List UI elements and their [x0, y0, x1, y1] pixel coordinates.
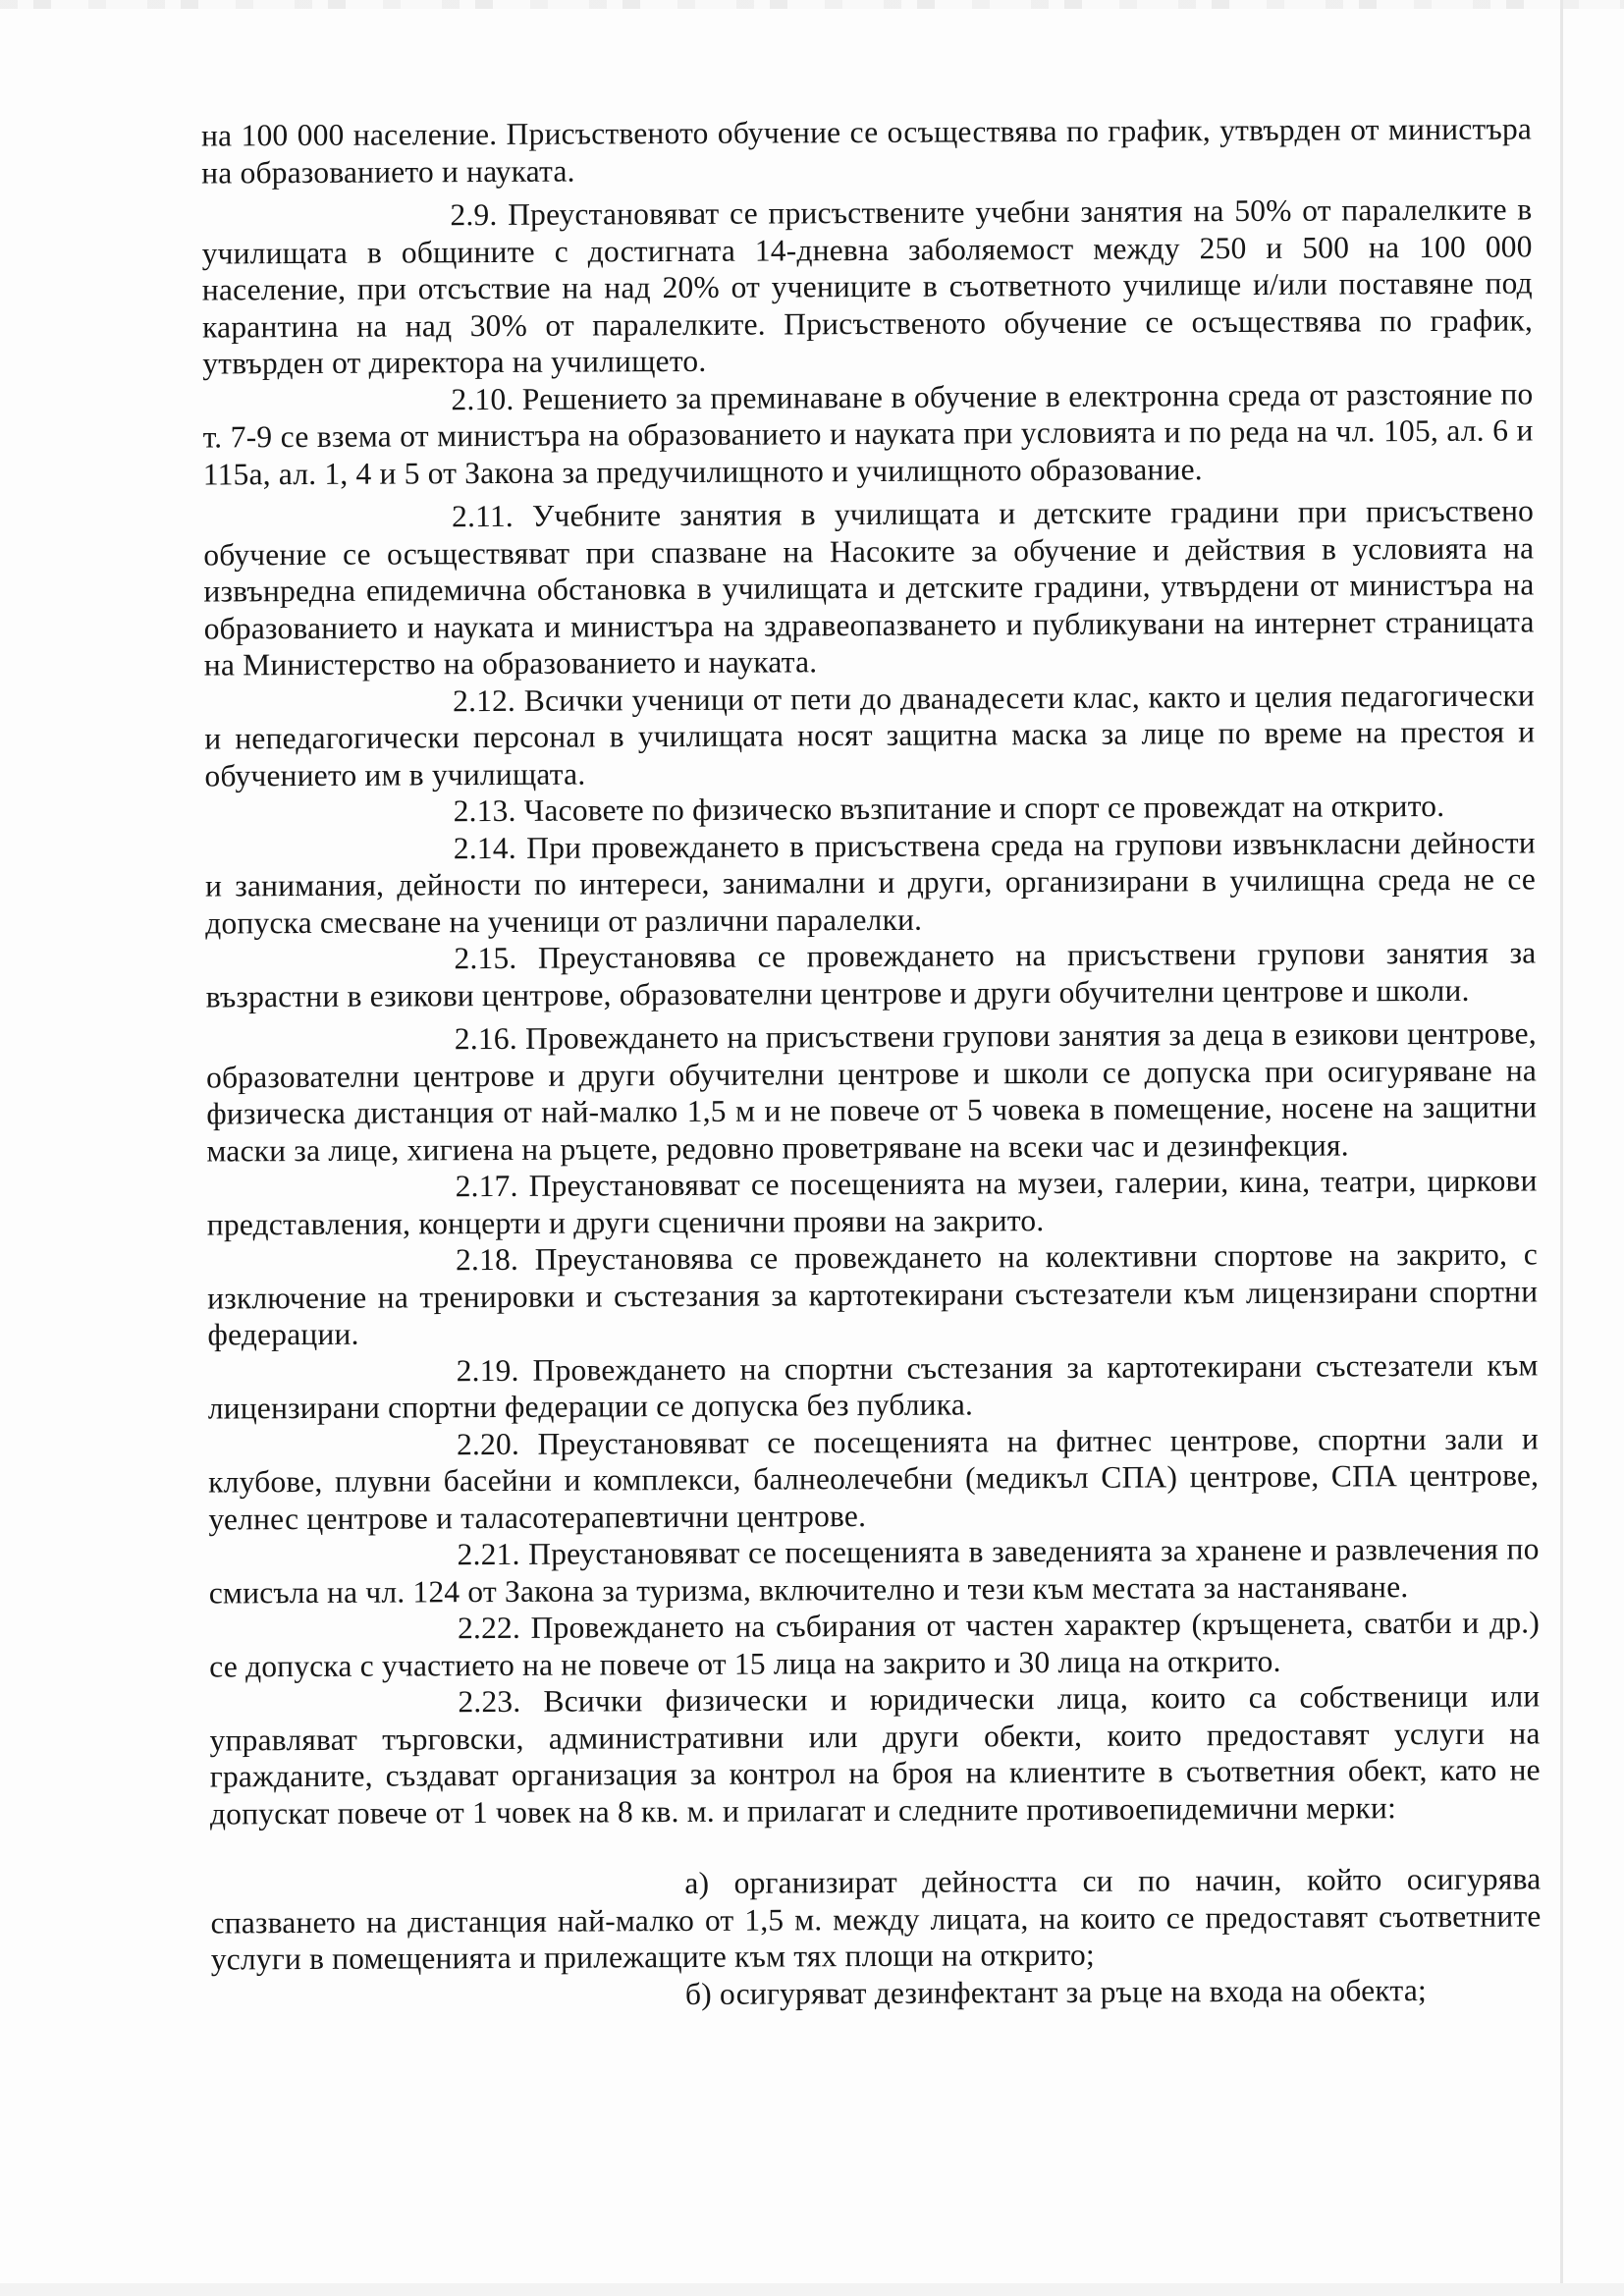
paragraph-2-10: 2.10. Решението за преминаване в обучение в електронна среда от разстояние по т. 7-9 се взема от министъра на образованието и науката при условията и по реда на чл. 105, ал. 6 и 115а, ал. 1, 4 и 5 от Закона за предучилищното и училищното образование.	[202, 375, 1534, 492]
paragraph-item-a: а) организират дейността си по начин, който осигурява спазването на дистанция най-малко от 1,5 м. между лицата, на които се предоставят съответните услуги в помещенията и прилежащите към тях площи на открито;	[210, 1861, 1542, 1977]
paragraph-2-12: 2.12. Всички ученици от пети до дванадесети клас, както и целия педагогически и непедагогически персонал в училищата носят защитна маска за лице по време на престоя и обучението им в училищата.	[204, 677, 1536, 793]
paragraph-2-18: 2.18. Преустановява се провеждането на колективни спортове на закрито, с изключение на тренировки и състезания за картотекирани състезатели към лицензирани спортни федерации.	[207, 1236, 1539, 1352]
paragraph-2-9: 2.9. Преустановяват се присъствените учебни занятия на 50% от паралелките в училищата в общините с достигната 14-дневна заболяемост между 250 и 500 на 100 000 население, при отсъствие на над 20% от учениците в съответното училище и/или поставяне под карантина на над 30% от паралелките. Присъственото обучение се осъществява по график, утвърден от директора на училището.	[201, 191, 1534, 381]
scan-noise-bottom-edge	[0, 2283, 1624, 2296]
paragraph-2-19: 2.19. Провеждането на спортни състезания за картотекирани състезатели към лицензирани спортни федерации се допуска без публика.	[207, 1346, 1539, 1426]
paragraph-2-17: 2.17. Преустановяват се посещенията на музеи, галерии, кина, театри, циркови представления, концерти и други сценични прояви на закрито.	[206, 1163, 1538, 1242]
paragraph-2-14: 2.14. При провеждането в присъствена среда на групови извънкласни дейности и занимания, дейности по интереси, занимални и други, организирани в училищна среда не се допуска смесване на ученици от различни паралелки.	[204, 824, 1537, 941]
paragraph-2-11: 2.11. Учебните занятия в училищата и детските градини при присъствено обучение се осъществяват при спазване на Насоките за обучение и действия в условията на извънредна епидемична обстановка в училищата и детските градини, утвърдени от министъра на образованието и науката и министъра на здравеопазването и публикувани на интернет страницата на Министерство на образованието и науката.	[203, 493, 1535, 683]
paragraph-2-23: 2.23. Всички физически и юридически лица, които са собственици или управляват търговски, административни или други обекти, които предоставят услуги на гражданите, създават организация за контрол на броя на клиентите в съответния обект, като не допускат повече от 1 човек на 8 кв. м. и прилагат и следните противоепидемични мерки:	[209, 1678, 1541, 1831]
paragraph-2-21: 2.21. Преустановяват се посещенията в заведенията за хранене и развлечения по смисъла на чл. 124 от Закона за туризма, включително и тези към местата за настаняване.	[208, 1531, 1540, 1611]
scan-noise-top-edge	[0, 0, 1624, 9]
paragraph-2-16: 2.16. Провеждането на присъствени групови занятия за деца в езикови центрове, образователни центрове и други обучителни центрове и школи се допуска при осигуряване на физическа дистанция от най-малко 1,5 м и не повече от 5 човека в помещение, носене на защитни маски за лице, хигиена на ръцете, редовно проветряване на всеки час и дезинфекция.	[205, 1015, 1538, 1169]
paragraph-2-13: 2.13. Часовете по физическо възпитание и спорт се провеждат на открито.	[453, 788, 1445, 829]
paragraph-continuation: на 100 000 население. Присъственото обучение се осъществява по график, утвърден от министъра на образованието и науката.	[200, 111, 1533, 191]
scan-edge-shadow-line	[1560, 0, 1563, 2296]
paragraph-2-22: 2.22. Провеждането на събирания от частен характер (кръщенета, сватби и др.) се допуска с участието на не повече от 15 лица на закрито и 30 лица на открито.	[209, 1605, 1541, 1684]
paragraph-2-20: 2.20. Преустановяват се посещенията на фитнес центрове, спортни зали и клубове, плувни басейни и комплекси, балнеолечебни (медикъл СПА) центрове, СПА центрове, уелнес центрове и таласотерапевтични центрове.	[208, 1420, 1540, 1537]
paragraph-2-15: 2.15. Преустановява се провеждането на присъствени групови занятия за възрастни в езикови центрове, образователни центрове и други обучителни центрове и школи.	[205, 935, 1537, 1014]
document-text-block	[201, 110, 1542, 2014]
paragraph-item-b: б) осигуряват дезинфектант за ръце на входа на обекта;	[684, 1972, 1427, 2011]
